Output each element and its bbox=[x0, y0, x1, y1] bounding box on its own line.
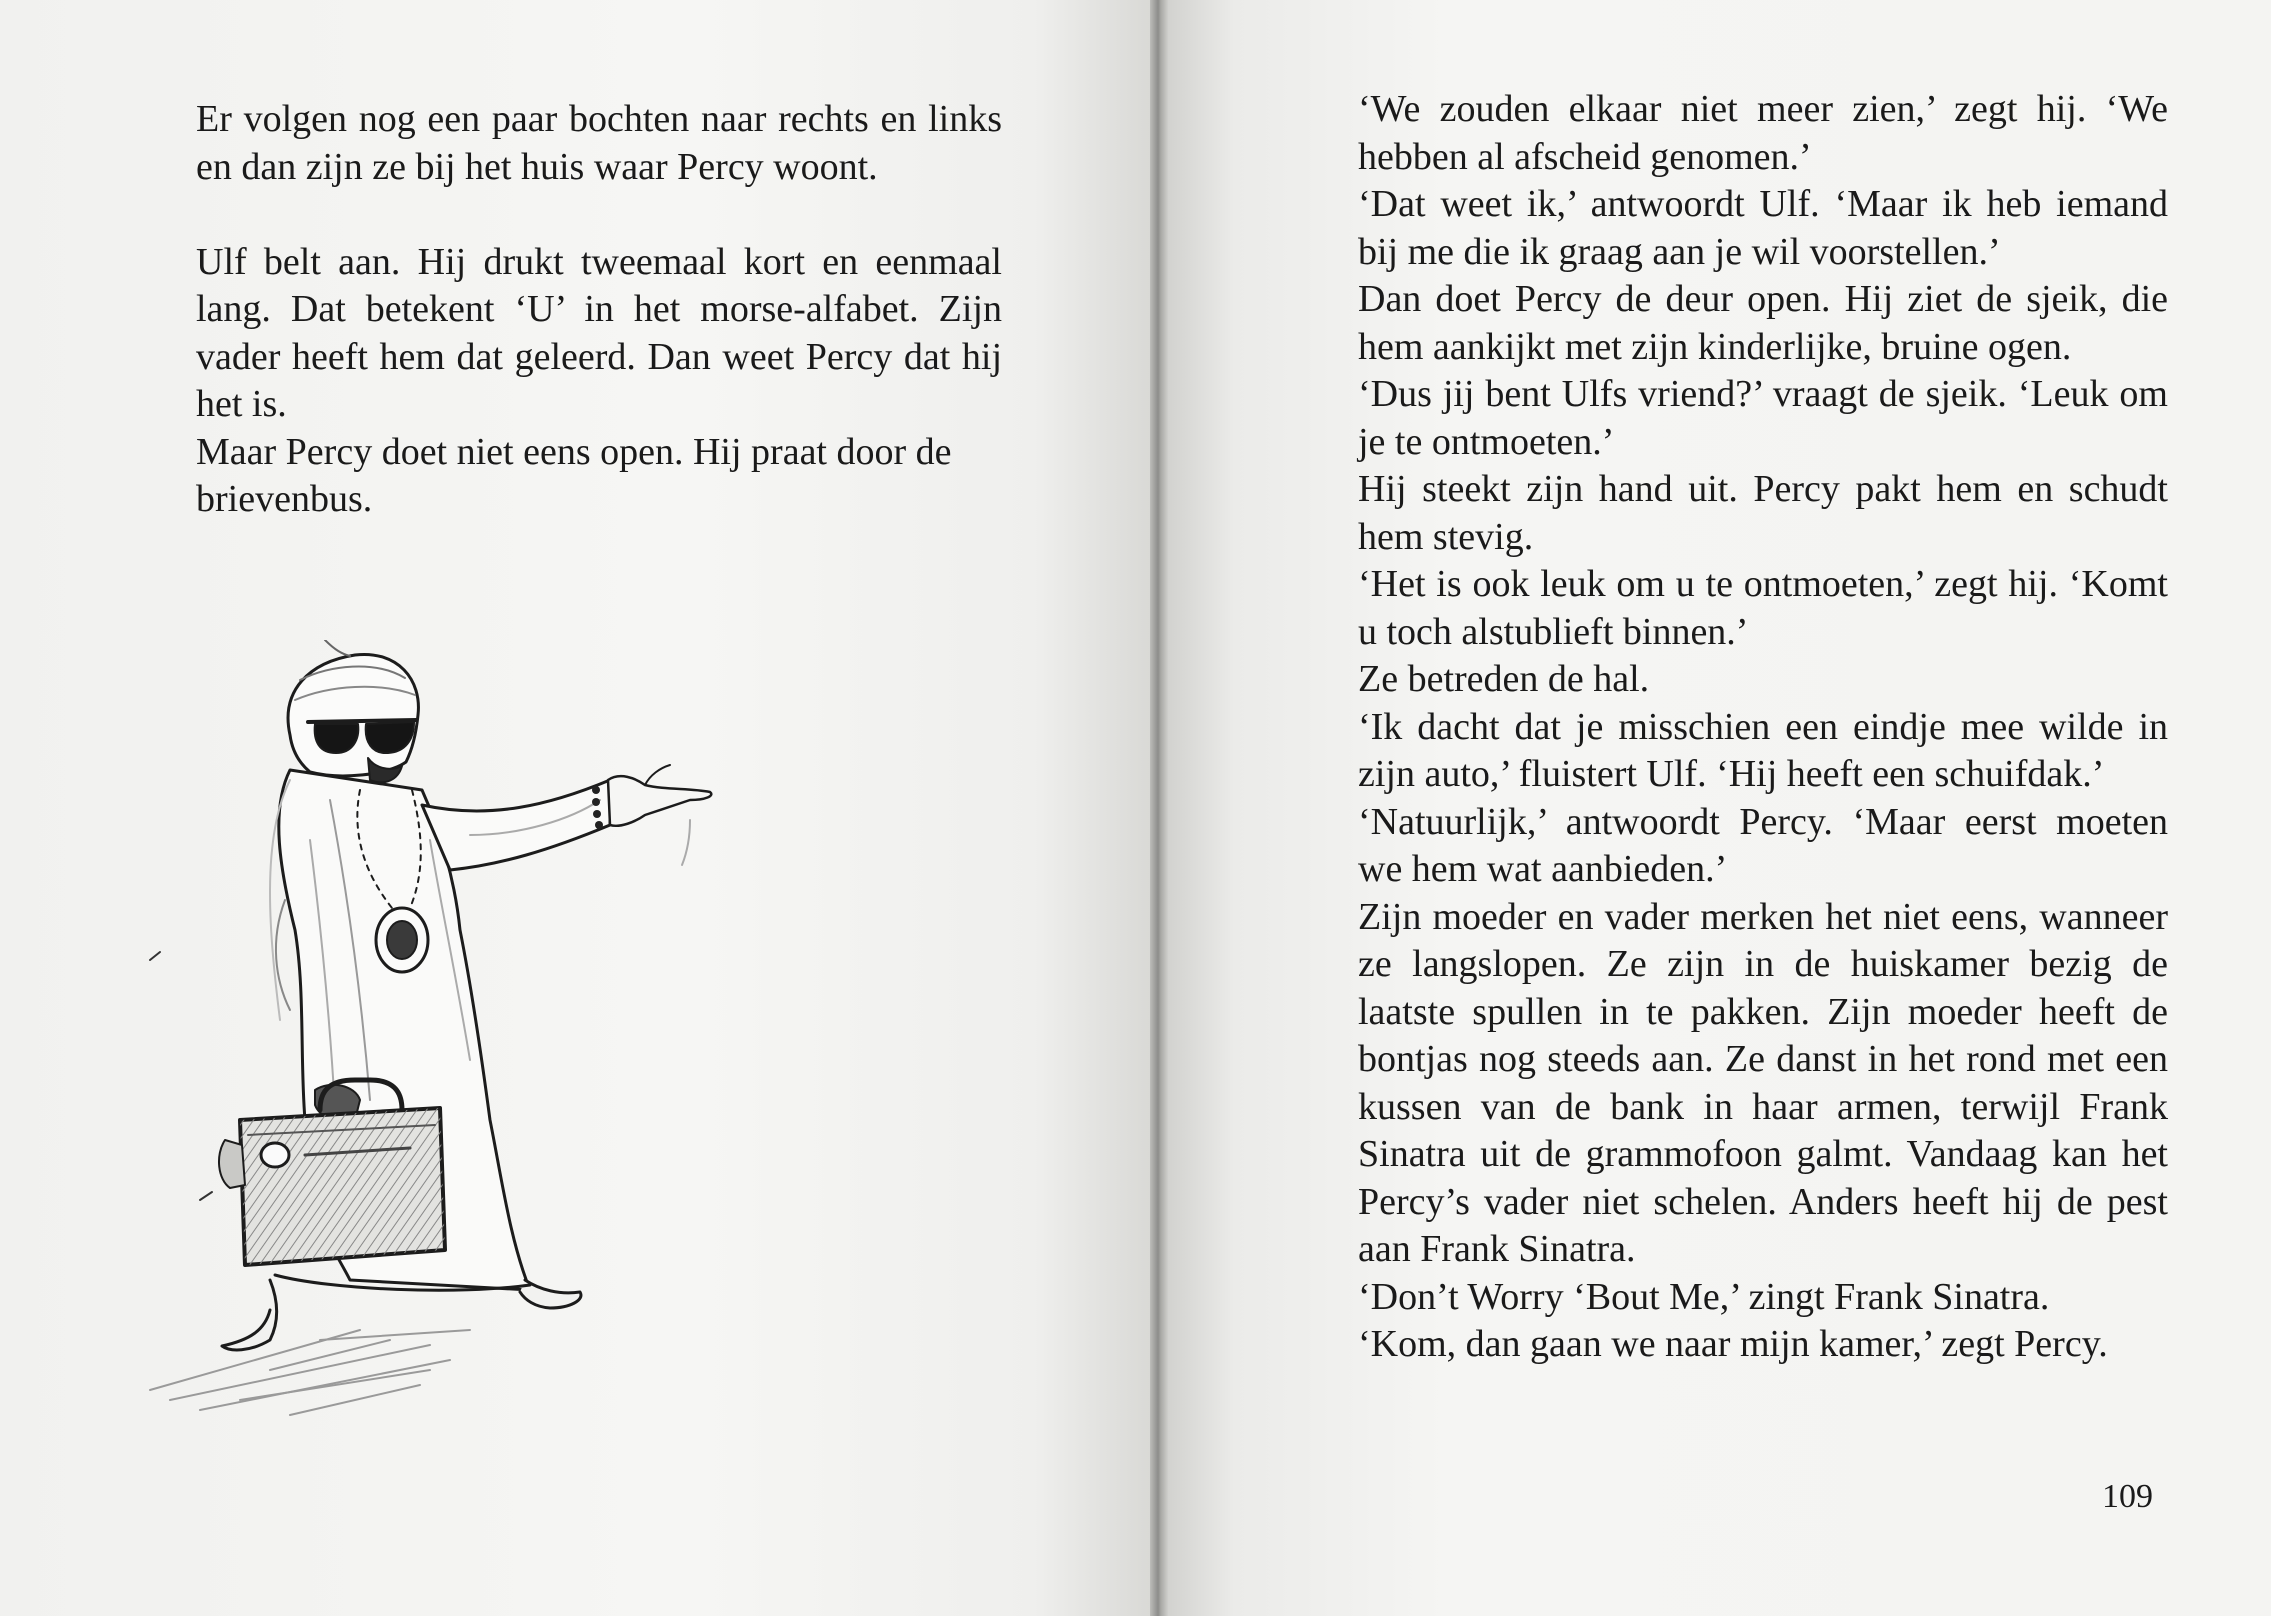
right-paragraph-1: ‘We zouden elkaar niet meer zien,’ zegt hij. ‘We hebben al afscheid genomen.’ bbox=[1358, 88, 2168, 178]
right-paragraph-8: ‘Ik dacht dat je misschien een eindje mee wilde in zijn auto,’ fluistert Ulf. ‘Hij heeft een schuifdak.’ bbox=[1358, 705, 2168, 795]
right-paragraph-10: Zijn moeder en vader merken het niet eens, wanneer ze langslopen. Ze zijn in de huiskamer bezig de laatste spullen in te pakken. Zijn moeder heeft de bontjas nog steeds aan. Ze danst in het rond met een kussen van de bank in haar armen, terwijl Frank Sinatra uit de grammofoon galmt. Vandaag kan het Percy’s vader niet schelen. Anders heeft hij de pest aan Frank Sinatra. bbox=[1358, 895, 2168, 1270]
left-paragraph-1: Er volgen nog een paar bochten naar rechts en links en dan zijn ze bij het huis waar Percy woont. bbox=[196, 98, 1002, 188]
book-gutter bbox=[1150, 0, 1168, 1616]
right-paragraph-11: ‘Don’t Worry ‘Bout Me,’ zingt Frank Sinatra. bbox=[1358, 1275, 2050, 1318]
right-page bbox=[1168, 0, 2271, 1616]
right-paragraph-9: ‘Natuurlijk,’ antwoordt Percy. ‘Maar eerst moeten we hem wat aanbieden.’ bbox=[1358, 800, 2168, 890]
right-paragraph-12: ‘Kom, dan gaan we naar mijn kamer,’ zegt Percy. bbox=[1358, 1323, 2108, 1365]
right-page-text bbox=[1358, 86, 2168, 1369]
sheik-with-suitcase-drawing bbox=[130, 640, 970, 1440]
right-paragraph-2: ‘Dat weet ik,’ antwoordt Ulf. ‘Maar ik heb iemand bij me die ik graag aan je wil voorstellen.’ bbox=[1358, 183, 2168, 273]
right-paragraph-5: Hij steekt zijn hand uit. Percy pakt hem en schudt hem stevig. bbox=[1358, 468, 2168, 558]
ground-shading bbox=[150, 1330, 470, 1415]
left-paragraph-3: Maar Percy doet niet eens open. Hij praat door de brievenbus. bbox=[196, 430, 952, 520]
right-paragraph-7: Ze betreden de hal. bbox=[1358, 658, 1650, 700]
page-number: 109 bbox=[2102, 1478, 2153, 1515]
left-paragraph-2: Ulf belt aan. Hij drukt tweemaal kort en eenmaal lang. Dat betekent ‘U’ in het morse-alfabet. Zijn vader heeft hem dat geleerd. Dan weet Percy dat hij het is. bbox=[196, 240, 1002, 425]
left-page-text bbox=[196, 96, 1002, 524]
right-paragraph-6: ‘Het is ook leuk om u te ontmoeten,’ zegt hij. ‘Komt u toch alstublieft binnen.’ bbox=[1358, 563, 2168, 653]
right-paragraph-4: ‘Dus jij bent Ulfs vriend?’ vraagt de sjeik. ‘Leuk om je te ontmoeten.’ bbox=[1358, 373, 2168, 463]
right-paragraph-3: Dan doet Percy de deur open. Hij ziet de sjeik, die hem aankijkt met zijn kinderlijke, bruine ogen. bbox=[1358, 278, 2168, 368]
